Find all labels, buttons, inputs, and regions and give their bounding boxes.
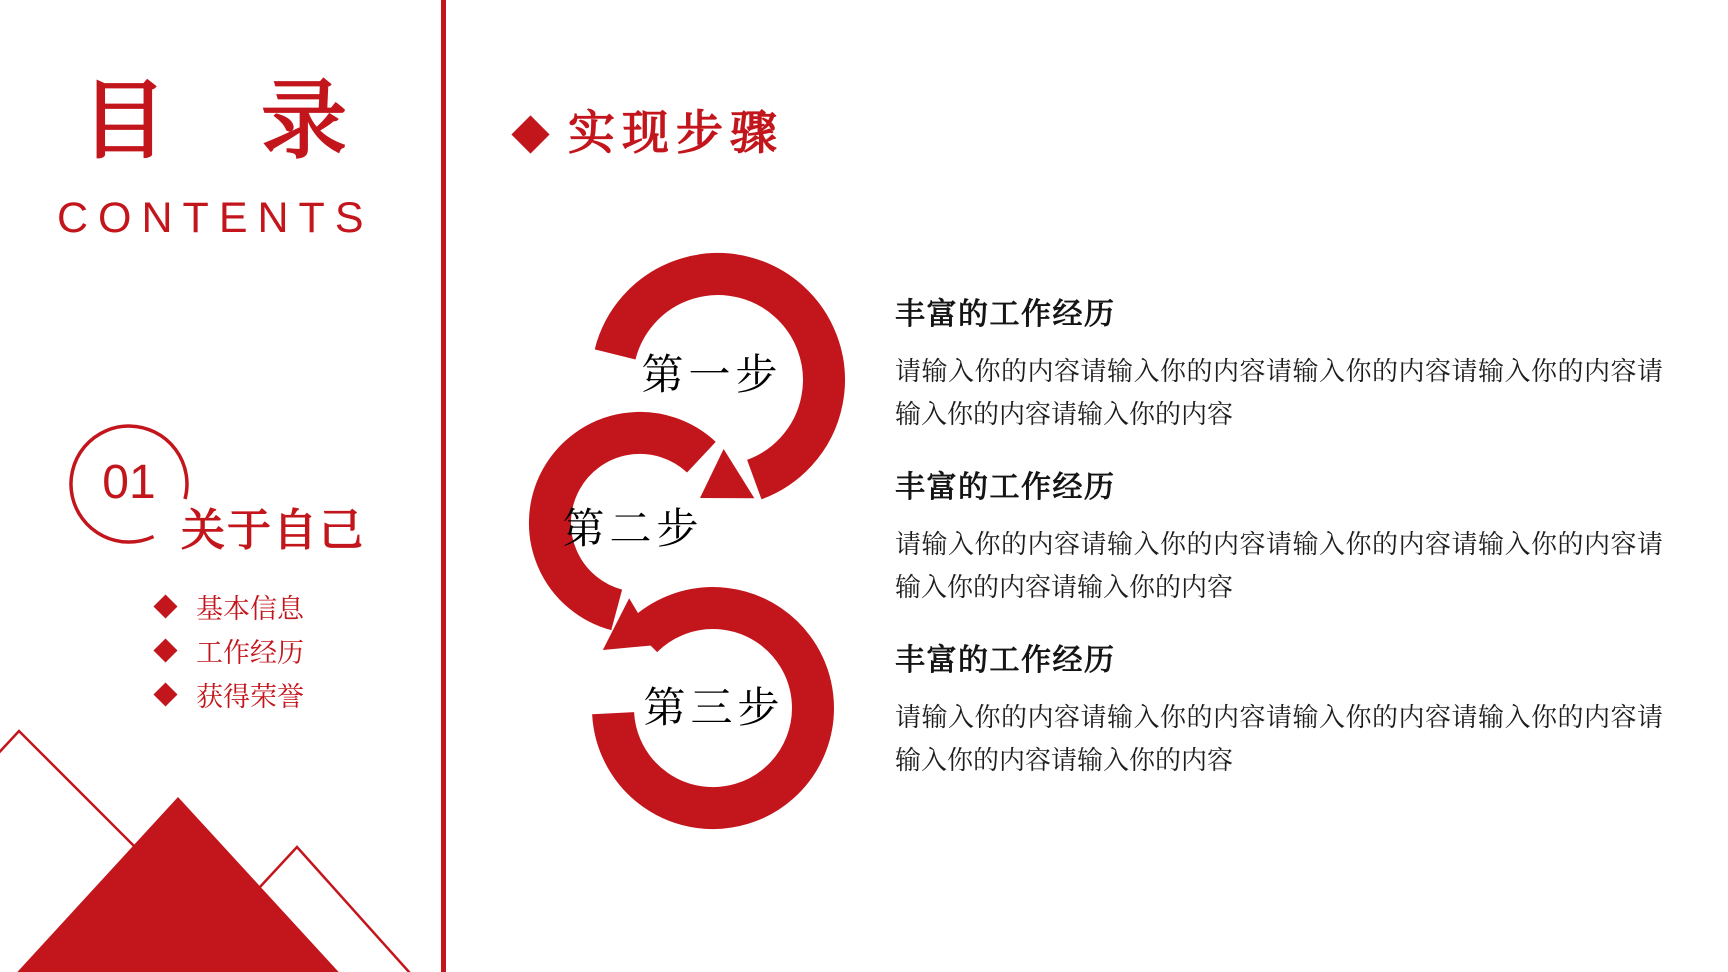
step-1-label: 第一步 xyxy=(641,351,783,398)
mountain-decoration xyxy=(0,700,460,972)
step-3-body: 请输入你的内容请输入你的内容请输入你的内容请输入你的内容请输入你的内容请输入你的内容 xyxy=(895,702,1663,775)
bullet-item xyxy=(157,628,304,672)
bullet-label: 获得荣誉 xyxy=(196,681,304,712)
bullet-label: 基本信息 xyxy=(196,593,304,624)
mountain-filled xyxy=(10,797,346,972)
toc-title-char-lu: 录 xyxy=(261,73,347,169)
step-1-body: 请输入你的内容请输入你的内容请输入你的内容请输入你的内容请输入你的内容请输入你的内容 xyxy=(895,356,1663,429)
chapter-bullet-list xyxy=(157,584,304,716)
toc-subtitle: CONTENTS xyxy=(57,194,374,242)
step-2-text-block xyxy=(895,469,1663,609)
diamond-bullet-icon xyxy=(153,638,177,662)
section-title: 实现步骤 xyxy=(568,106,784,159)
step-2-body: 请输入你的内容请输入你的内容请输入你的内容请输入你的内容请输入你的内容请输入你的内容 xyxy=(895,529,1663,602)
diamond-bullet-icon xyxy=(153,594,177,618)
toc-title xyxy=(81,73,347,169)
step-1-heading: 丰富的工作经历 xyxy=(895,298,1116,331)
step-2-label: 第二步 xyxy=(562,505,704,552)
section-title-diamond-icon xyxy=(511,115,549,153)
chapter-number: 01 xyxy=(102,455,156,509)
bullet-item xyxy=(157,584,304,628)
step-3-text-block xyxy=(895,642,1663,782)
mountain-outline-left xyxy=(0,731,152,864)
step-2-heading: 丰富的工作经历 xyxy=(895,471,1116,504)
step-3-label: 第三步 xyxy=(643,684,785,731)
toc-title-char-mu: 目 xyxy=(81,73,167,169)
step-1-text-block xyxy=(895,296,1663,436)
step-3-heading: 丰富的工作经历 xyxy=(895,644,1116,677)
bullet-label: 工作经历 xyxy=(196,637,304,668)
chapter-title: 关于自己 xyxy=(181,506,365,555)
